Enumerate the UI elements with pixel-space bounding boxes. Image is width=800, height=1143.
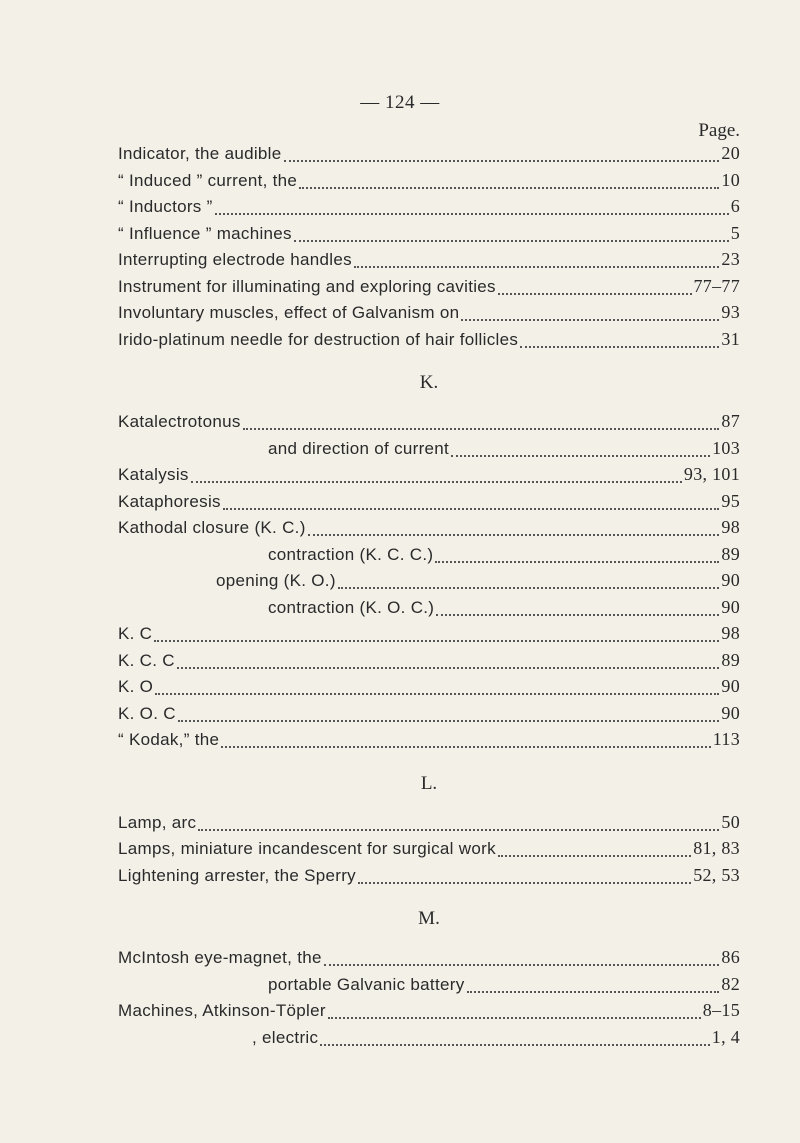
entry-page-number: 98 [721,623,740,643]
entry-page-number: 95 [721,490,740,511]
entry-page-number: 90 [721,596,740,617]
index-entry [118,223,740,250]
entry-label: Irido-platinum needle for destruction of hair follicles [118,329,519,349]
entry-label: Interrupting electrode handles [118,250,352,269]
entry-label: Instrument for illuminating and exploring cavities [118,276,496,296]
entry-page-number: 81, 83 [693,838,740,858]
dot-leader [451,455,710,457]
index-entry [118,623,740,650]
entry-page-number: 90 [721,570,740,590]
index-list [118,143,740,1053]
dot-leader [436,614,719,616]
entry-label: Lamp, arc [118,812,197,832]
entry-page-number: 98 [721,517,740,537]
entry-page-number: 5 [730,222,740,243]
dot-leader [435,561,719,563]
index-entry [118,491,740,518]
index-entry [118,865,740,892]
entry-label: contraction (K. O. C.) [268,597,435,617]
entry-page-number: 23 [721,249,740,269]
index-entry [118,650,740,677]
entry-label: Lamps, miniature incandescent for surgical work [118,839,496,858]
entry-page-number: 31 [721,328,740,349]
dot-leader [328,1017,701,1019]
dot-leader [221,746,711,748]
entry-page-number: 52, 53 [693,864,740,885]
entry-label: , electric [252,1027,319,1047]
dot-leader [215,213,729,215]
dot-leader [520,346,719,348]
index-entry [118,170,740,197]
entry-label: K. C. C [118,650,175,670]
index-entry [118,729,740,756]
dot-leader [320,1044,710,1046]
dot-leader [358,882,691,884]
index-entry [118,249,740,276]
index-entry [118,196,740,223]
entry-page-number: 50 [721,811,740,832]
entry-page-number: 6 [730,196,740,216]
entry-label: Lightening arrester, the Sperry [118,865,356,885]
entry-label: K. O [118,677,154,696]
index-entry [118,329,740,356]
page-column-label: Page. [698,120,740,141]
entry-page-number: 86 [721,947,740,967]
index-entry [118,947,740,974]
entry-label: “ Influence ” machines [118,223,292,243]
dot-leader [198,829,719,831]
dot-leader [299,187,719,189]
index-subentry [118,597,740,624]
entry-page-number: 1, 4 [711,1026,740,1047]
dot-leader [177,667,720,669]
index-entry [118,812,740,839]
dot-leader [308,534,720,536]
entry-page-number: 103 [712,437,740,458]
entry-label: McIntosh eye-magnet, the [118,948,322,967]
index-entry [118,143,740,170]
entry-page-number: 93, 101 [683,464,740,484]
dot-leader [498,855,691,857]
entry-label: Involuntary muscles, effect of Galvanism on [118,303,460,322]
index-entry [118,676,740,703]
entry-page-number: 77–77 [693,275,740,296]
entry-label: Machines, Atkinson-Töpler [118,1001,326,1020]
entry-label: “ Induced ” current, the [118,170,298,190]
dot-leader [354,266,719,268]
index-subentry [118,544,740,571]
index-entry [118,703,740,730]
dot-leader [467,991,720,993]
entry-label: Kataphoresis [118,491,221,511]
entry-page-number: 90 [721,676,740,696]
dot-leader [243,428,720,430]
entry-label: “ Inductors ” [118,197,213,216]
entry-page-number: 93 [721,302,740,322]
entry-page-number: 89 [721,543,740,564]
index-subentry [118,974,740,1001]
index-entry [118,517,740,544]
section-letter-l: L. [420,772,438,794]
entry-label: Indicator, the audible [118,144,282,163]
entry-page-number: 90 [721,702,740,723]
dot-leader [294,240,729,242]
dot-leader [155,693,719,695]
entry-label: Kathodal closure (K. C.) [118,518,306,537]
entry-label: Katalysis [118,465,189,484]
index-subentry [118,438,740,465]
entry-label: K. C [118,624,153,643]
dot-leader [178,720,720,722]
index-entry [118,838,740,865]
index-entry [118,1000,740,1027]
entry-label: contraction (K. C. C.) [268,544,434,564]
index-entry [118,302,740,329]
dot-leader [324,964,720,966]
entry-label: opening (K. O.) [216,571,336,590]
section-letter-k: K. [419,372,439,393]
dot-leader [191,481,682,483]
index-entry [118,276,740,303]
entry-label: portable Galvanic battery [268,974,465,994]
index-entry [118,464,740,491]
entry-label: K. O. C [118,703,176,723]
entry-label: and direction of current [268,438,450,458]
dot-leader [223,508,720,510]
dot-leader [284,160,720,162]
entry-label: “ Kodak,” the [118,730,220,749]
dot-leader [338,587,720,589]
entry-page-number: 87 [721,411,740,431]
entry-page-number: 20 [721,143,740,163]
entry-page-number: 113 [712,729,740,749]
entry-page-number: 10 [721,169,740,190]
entry-page-number: 82 [721,973,740,994]
entry-page-number: 89 [721,649,740,670]
index-subentry [118,1027,740,1054]
dot-leader [461,319,719,321]
index-entry [118,411,740,438]
dot-leader [154,640,719,642]
section-letter-m: M. [418,908,440,929]
entry-page-number: 8–15 [702,1000,740,1020]
index-subentry [118,570,740,597]
page-number-header: — 124 — [360,92,440,113]
dot-leader [498,293,692,295]
entry-label: Katalectrotonus [118,412,241,431]
